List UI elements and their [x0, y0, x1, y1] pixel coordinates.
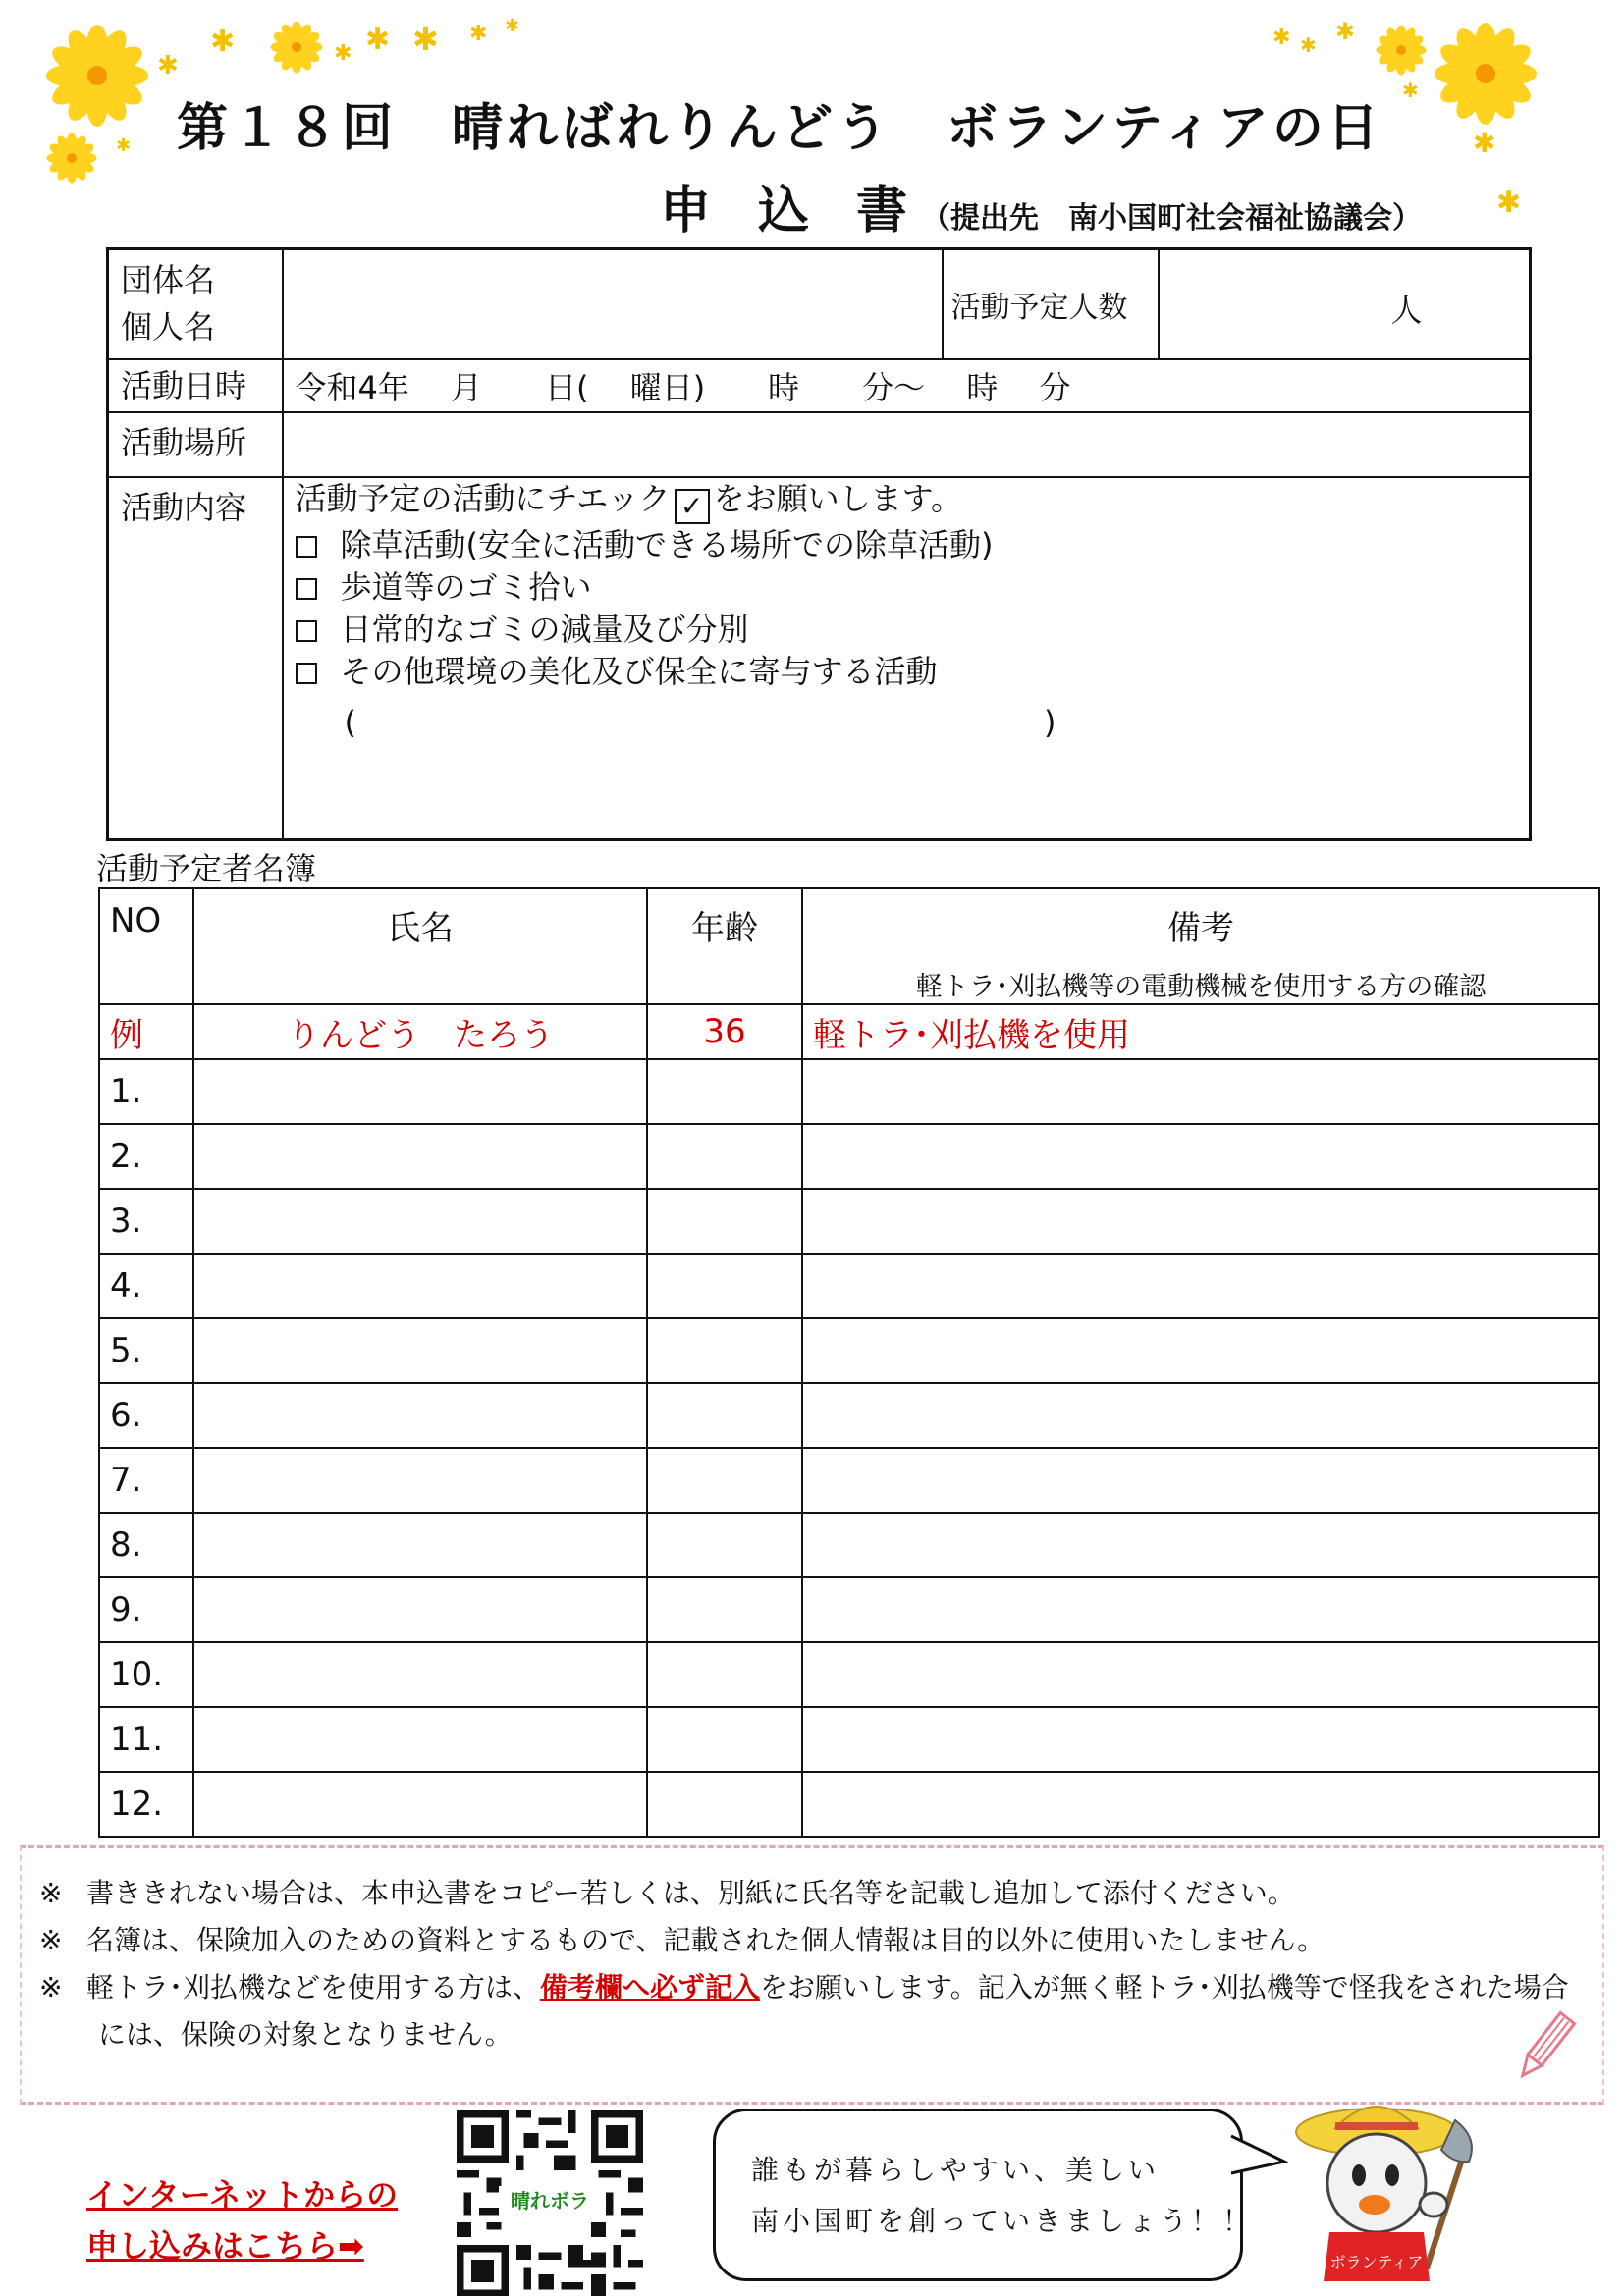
remarks-field[interactable] [802, 1318, 1599, 1383]
activity-option-label: 歩道等のゴミ拾い [340, 567, 592, 606]
name-field[interactable] [193, 1577, 647, 1642]
age-field[interactable] [647, 1577, 802, 1642]
checkbox[interactable] [296, 620, 317, 642]
note-text: 名簿は、保険加入のための資料とするもので、記載された個人情報は目的以外に使用いたしません。 [86, 1924, 1326, 1956]
remarks-field[interactable] [802, 1254, 1599, 1318]
activity-option-label: 日常的なゴミの減量及び分別 [340, 610, 749, 648]
note-item [39, 1964, 1593, 2011]
table-row [99, 1059, 1599, 1124]
sparkle-icon: ✱ [116, 135, 132, 156]
example-row [99, 1004, 1599, 1059]
sparkle-icon: ✱ [157, 51, 179, 80]
row-number: 2. [99, 1124, 193, 1189]
sparkle-icon: ✱ [334, 41, 352, 66]
remarks-field[interactable] [802, 1642, 1599, 1707]
flower-icon [269, 20, 324, 75]
pencil-icon [1512, 2008, 1577, 2087]
activity-option-label: その他環境の美化及び保全に寄与する活動 [340, 652, 938, 690]
sparkle-icon: ✱ [1335, 18, 1356, 45]
checkbox[interactable] [296, 536, 317, 558]
form-subtitle [660, 169, 1422, 242]
qr-label: 晴れボラ [499, 2186, 601, 2216]
form-subtitle-main: 申込書 [660, 182, 955, 240]
roster-header-row [99, 888, 1599, 1004]
example-remarks: 軽トラ･刈払機を使用 [802, 1004, 1599, 1059]
sparkle-icon: ✱ [505, 16, 520, 36]
age-field[interactable] [647, 1448, 802, 1513]
content-intro-after: をお願いします。 [713, 479, 963, 517]
table-row [99, 1513, 1599, 1577]
row-number: 10. [99, 1642, 193, 1707]
name-field[interactable] [193, 1189, 647, 1254]
table-row [99, 1577, 1599, 1642]
row-number: 6. [99, 1383, 193, 1448]
flower-icon [43, 22, 151, 130]
date-field[interactable] [283, 359, 1531, 412]
name-field[interactable] [193, 1448, 647, 1513]
age-field[interactable] [647, 1707, 802, 1772]
roster-table [98, 887, 1600, 1838]
row-number: 11. [99, 1707, 193, 1772]
row-number: 4. [99, 1254, 193, 1318]
row-number: 8. [99, 1513, 193, 1577]
activity-option[interactable] [296, 609, 1518, 651]
row-number: 12. [99, 1772, 193, 1837]
header-no: NO [99, 888, 193, 1004]
speech-bubble [713, 2109, 1255, 2281]
internet-link-line2: 申し込みはこちら➡ [86, 2227, 364, 2265]
submit-to-note: （提出先 南小国町社会福祉協議会） [921, 201, 1423, 236]
name-field[interactable] [193, 1707, 647, 1772]
activity-option[interactable] [296, 524, 1518, 566]
row-number: 5. [99, 1318, 193, 1383]
people-unit: 人 [1390, 291, 1423, 329]
note-text: 書ききれない場合は、本申込書をコピー若しくは、別紙に氏名等を記載し追加して添付ください。 [86, 1877, 1295, 1909]
name-field[interactable] [193, 1642, 647, 1707]
sparkle-icon: ✱ [365, 23, 391, 57]
table-row [99, 1124, 1599, 1189]
age-field[interactable] [647, 1383, 802, 1448]
planned-count-label: 活動予定人数 [943, 249, 1159, 359]
age-field[interactable] [647, 1318, 802, 1383]
activity-option[interactable] [296, 566, 1518, 609]
name-field[interactable] [193, 1318, 647, 1383]
speech-line: 南小国町を創っていきましょう！！ [751, 2205, 1255, 2237]
flower-icon [1375, 24, 1428, 77]
sparkle-icon: ✱ [469, 22, 488, 46]
header-name: 氏名 [193, 888, 647, 1004]
remarks-field[interactable] [802, 1383, 1599, 1448]
row-number: 9. [99, 1577, 193, 1642]
individual-label: 個人名 [121, 308, 216, 346]
age-field[interactable] [647, 1059, 802, 1124]
name-field[interactable] [193, 1254, 647, 1318]
page-title: 第１８回 晴ればれりんどう ボランティアの日 [177, 99, 1382, 158]
sparkle-icon: ✱ [1473, 127, 1496, 159]
note-mark: ※ [39, 1971, 63, 2003]
place-field[interactable] [283, 412, 1531, 477]
age-field[interactable] [647, 1772, 802, 1837]
table-row [99, 1448, 1599, 1513]
application-form [106, 247, 1532, 841]
sparkle-icon: ✱ [210, 25, 236, 59]
table-row [99, 1642, 1599, 1707]
remarks-field[interactable] [802, 1577, 1599, 1642]
roster-caption: 活動予定者名簿 [96, 850, 317, 887]
sparkle-icon: ✱ [1272, 26, 1291, 50]
content-label: 活動内容 [108, 477, 283, 840]
remarks-field[interactable] [802, 1513, 1599, 1577]
check-mark-sample: ✓ [675, 489, 710, 524]
checkbox[interactable] [296, 663, 317, 684]
table-row [99, 1254, 1599, 1318]
header-age: 年齢 [647, 888, 802, 1004]
group-name-field[interactable] [283, 249, 943, 359]
remarks-field[interactable] [802, 1189, 1599, 1254]
remarks-field[interactable] [802, 1772, 1599, 1837]
name-field[interactable] [193, 1383, 647, 1448]
notes-box [20, 1845, 1604, 2105]
paren-open: ( [344, 703, 356, 741]
table-row [99, 1189, 1599, 1254]
row-number: 1. [99, 1059, 193, 1124]
note-emphasis: 備考欄へ必ず記入 [540, 1971, 761, 2003]
note-text: 軽トラ･刈払機などを使用する方は、 [86, 1971, 541, 2003]
example-no: 例 [99, 1004, 193, 1059]
date-label: 活動日時 [108, 359, 283, 412]
name-field[interactable] [193, 1513, 647, 1577]
note-text: をお願いします。記入が無く軽トラ･刈払機等で怪我をされた場合 [760, 1971, 1569, 2003]
paren-close: ) [1043, 703, 1056, 741]
sparkle-icon: ✱ [412, 21, 439, 58]
activity-option[interactable] [296, 651, 1518, 693]
example-age: 36 [647, 1004, 802, 1059]
other-activity-field[interactable] [345, 693, 1518, 752]
remarks-field[interactable] [802, 1124, 1599, 1189]
internet-link-line1: インターネットからの [86, 2176, 399, 2214]
table-row [99, 1772, 1599, 1837]
age-field[interactable] [647, 1642, 802, 1707]
header-remarks-note: 軽トラ･刈払機等の電動機械を使用する方の確認 [915, 972, 1487, 1002]
remarks-field[interactable] [802, 1448, 1599, 1513]
name-field[interactable] [193, 1059, 647, 1124]
age-field[interactable] [647, 1254, 802, 1318]
remarks-field[interactable] [802, 1059, 1599, 1124]
speech-line: 誰もが暮らしやすい、美しい [751, 2154, 1161, 2186]
mascot-apron-text: ボランティア [1329, 2253, 1424, 2271]
date-template: 令和4年 月 日( 曜日) 時 分～ 時 分 [295, 368, 1071, 406]
checkbox[interactable] [296, 578, 317, 600]
row-number: 7. [99, 1448, 193, 1513]
remarks-field[interactable] [802, 1707, 1599, 1772]
name-field[interactable] [193, 1772, 647, 1837]
planned-count-field[interactable] [1159, 249, 1531, 359]
content-instruction [296, 478, 1518, 524]
sparkle-icon: ✱ [1496, 186, 1522, 220]
place-label: 活動場所 [108, 412, 283, 477]
age-field[interactable] [647, 1189, 802, 1254]
note-item [39, 1917, 1593, 1964]
internet-apply-link[interactable] [86, 2169, 398, 2271]
sparkle-icon: ✱ [1402, 79, 1419, 102]
activity-option-label: 除草活動(安全に活動できる場所での除草活動) [340, 525, 994, 563]
age-field[interactable] [647, 1513, 802, 1577]
header-remarks-title: 備考 [1167, 909, 1234, 948]
name-field[interactable] [193, 1124, 647, 1189]
flower-icon [45, 132, 98, 185]
content-field [283, 477, 1531, 840]
note-continuation: には、保険の対象となりません。 [98, 2018, 513, 2051]
flower-icon [1432, 20, 1540, 128]
content-intro-before: 活動予定の活動にチエック [295, 479, 671, 517]
note-mark: ※ [39, 1924, 63, 1956]
header-remarks [802, 888, 1599, 1004]
bubble-tail [1229, 2128, 1288, 2187]
group-label-cell [108, 249, 283, 359]
group-label: 団体名 [121, 261, 216, 298]
mascot-illustration [1286, 2085, 1483, 2281]
age-field[interactable] [647, 1124, 802, 1189]
row-number: 3. [99, 1189, 193, 1254]
sparkle-icon: ✱ [1300, 33, 1317, 57]
table-row [99, 1707, 1599, 1772]
note-item [39, 1870, 1593, 1917]
example-name: りんどう たろう [193, 1004, 647, 1059]
table-row [99, 1318, 1599, 1383]
table-row [99, 1383, 1599, 1448]
note-mark: ※ [39, 1877, 63, 1909]
